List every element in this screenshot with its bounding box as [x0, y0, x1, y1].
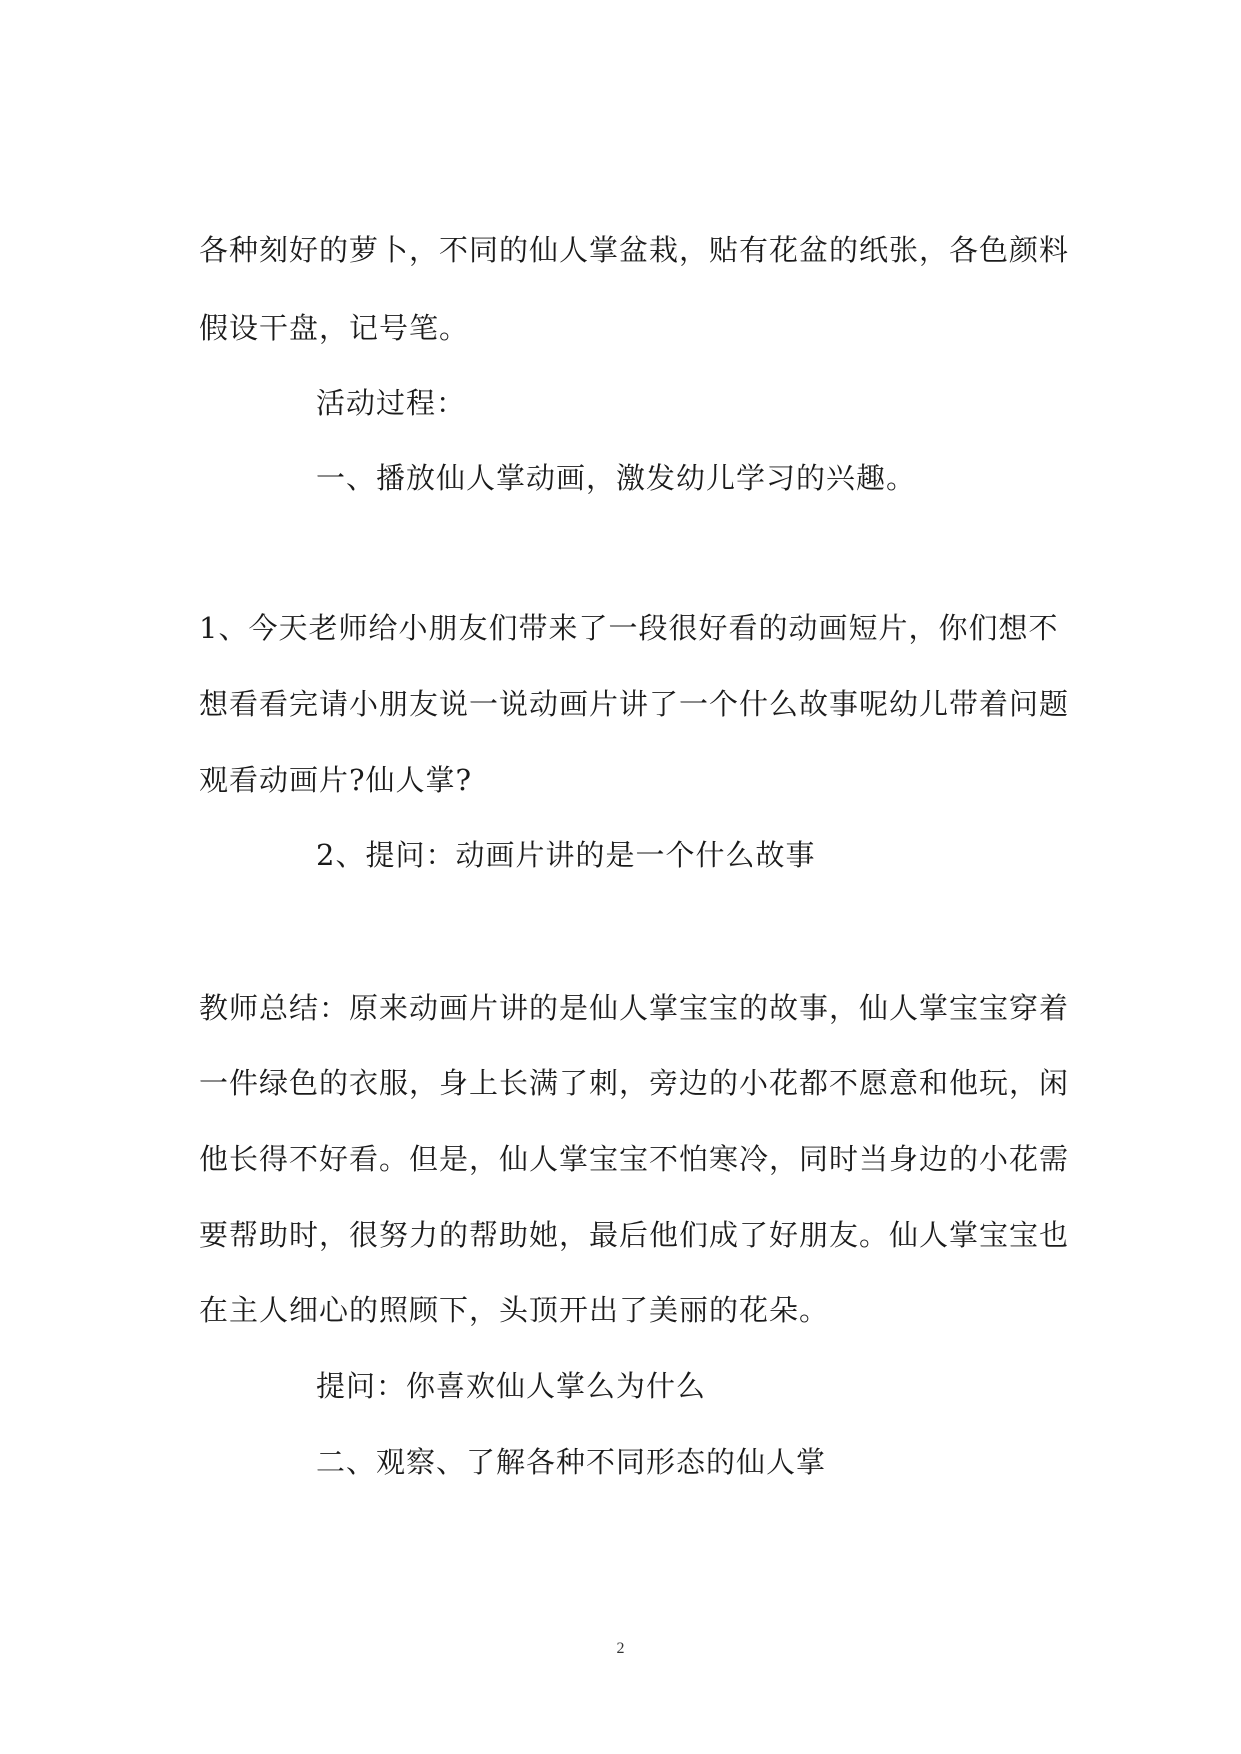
paragraph-line-materials-1: 各种刻好的萝卜，不同的仙人掌盆栽，贴有花盆的纸张，各色颜料: [199, 233, 1070, 267]
paragraph-line-step1-2: 想看看完请小朋友说一说动画片讲了一个什么故事呢幼儿带着问题: [199, 687, 1070, 721]
paragraph-line-step1-1: 1、今天老师给小朋友们带来了一段很好看的动画短片，你们想不: [199, 611, 1059, 645]
page-number: 2: [616, 1640, 625, 1657]
paragraph-line-summary-4: 要帮助时，很努力的帮助她，最后他们成了好朋友。仙人掌宝宝也: [199, 1218, 1070, 1252]
paragraph-line-summary-2: 一件绿色的衣服，身上长满了刺，旁边的小花都不愿意和他玩，闲: [199, 1066, 1070, 1100]
paragraph-line-materials-2: 假设干盘，记号笔。: [199, 311, 470, 345]
paragraph-line-summary-5: 在主人细心的照顾下，头顶开出了美丽的花朵。: [199, 1293, 830, 1327]
paragraph-line-summary-1: 教师总结：原来动画片讲的是仙人掌宝宝的故事，仙人掌宝宝穿着: [199, 991, 1070, 1025]
step-heading-one: 一、播放仙人掌动画，激发幼儿学习的兴趣。: [316, 461, 917, 495]
paragraph-line-question: 提问：你喜欢仙人掌么为什么: [316, 1369, 707, 1403]
section-heading-activity-process: 活动过程：: [316, 386, 467, 420]
paragraph-line-step1-3: 观看动画片?仙人掌?: [199, 763, 473, 797]
paragraph-line-summary-3: 他长得不好看。但是，仙人掌宝宝不怕寒冷，同时当身边的小花需: [199, 1142, 1070, 1176]
paragraph-line-step2: 2、提问：动画片讲的是一个什么故事: [316, 838, 816, 872]
step-heading-two: 二、观察、了解各种不同形态的仙人掌: [316, 1445, 827, 1479]
